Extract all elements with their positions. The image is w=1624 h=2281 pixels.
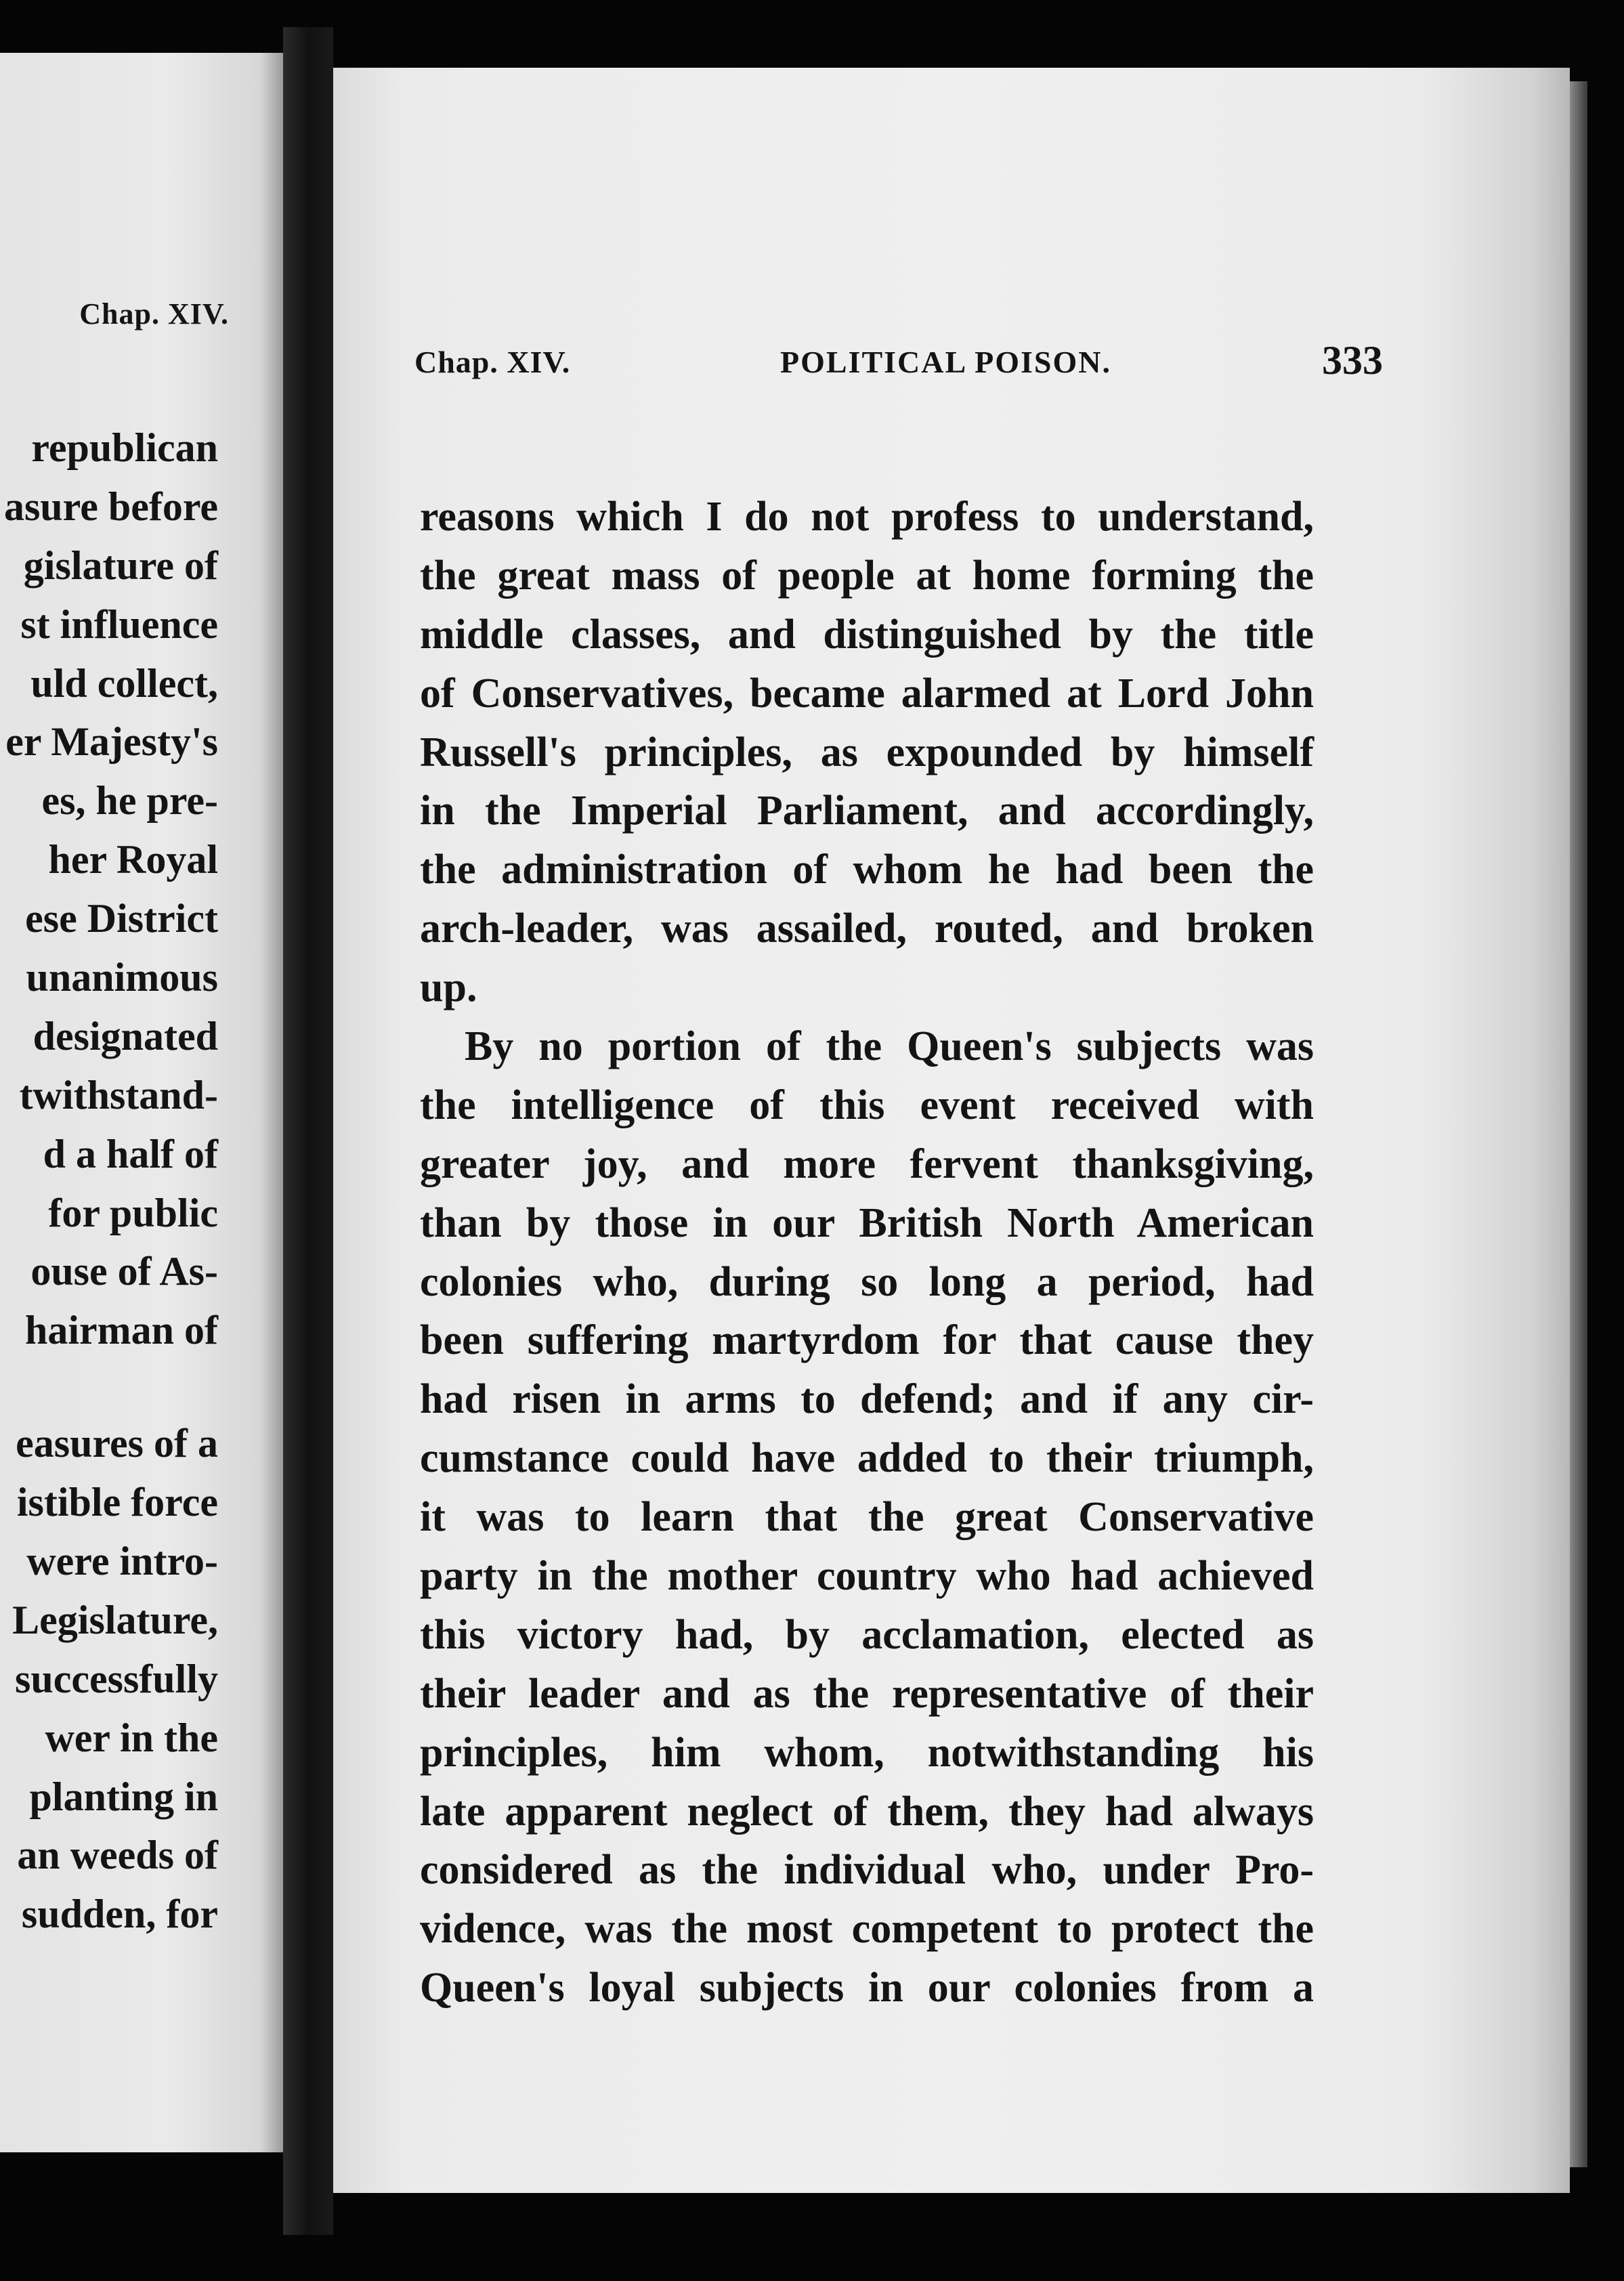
body-text [420, 488, 1314, 2018]
text-line: considered as the individual who, under Pro- [420, 1847, 1314, 1894]
text-line: principles, him whom, notwithstanding his [420, 1729, 1314, 1776]
page-edge [1570, 81, 1587, 2167]
text-line: been suffering martyrdom for that cause they [420, 1317, 1314, 1364]
text-line: for public [48, 1190, 218, 1235]
text-line: easures of a [16, 1421, 218, 1466]
text-line: up. [420, 964, 477, 1011]
text-line: cumstance could have added to their triumph, [420, 1435, 1314, 1482]
text-line: the administration of whom he had been the [420, 847, 1314, 893]
text-line: the intelligence of this event received with [420, 1082, 1314, 1128]
text-line: this victory had, by acclamation, elected as [420, 1611, 1314, 1658]
text-line: the great mass of people at home forming the [420, 552, 1314, 599]
left-text-block [4, 419, 218, 1944]
text-line: were intro- [26, 1539, 218, 1584]
text-line: twithstand- [19, 1072, 218, 1117]
text-line: Russell's principles, as expounded by himself [420, 729, 1314, 775]
text-line: uld collect, [30, 660, 218, 706]
text-line: her Royal [48, 837, 218, 882]
text-line: arch-leader, was assailed, routed, and broken [420, 905, 1314, 952]
text-line: of Conservatives, became alarmed at Lord John [420, 670, 1314, 717]
text-line: istible force [16, 1480, 218, 1525]
running-head [414, 337, 1624, 385]
text-line: Queen's loyal subjects in our colonies from a [420, 1965, 1314, 2011]
text-line: ese District [25, 896, 218, 941]
left-page [0, 53, 283, 2152]
text-line: it was to learn that the great Conservative [420, 1494, 1314, 1541]
running-title: POLITICAL POISON. [780, 345, 1111, 379]
text-line: vidence, was the most competent to protect the [420, 1906, 1314, 1953]
page-number: 333 [1322, 338, 1383, 383]
text-line: unanimous [26, 955, 218, 1000]
text-line: their leader and as the representative of their [420, 1670, 1314, 1717]
text-line: successfully [15, 1656, 218, 1701]
text-line: asure before [3, 484, 218, 529]
text-line: er Majesty's [5, 719, 218, 765]
text-line: middle classes, and distinguished by the title [420, 611, 1314, 658]
text-line: an weeds of [17, 1833, 218, 1878]
text-line: planting in [29, 1774, 218, 1819]
text-line: in the Imperial Parliament, and accordingly, [420, 788, 1314, 834]
text-line: wer in the [45, 1715, 218, 1760]
text-line: ouse of As- [30, 1249, 218, 1294]
text-line: republican [31, 425, 218, 470]
text-line: party in the mother country who had achieved [420, 1553, 1314, 1600]
text-line: By no portion of the Queen's subjects was [465, 1023, 1314, 1070]
text-line: sudden, for [21, 1892, 218, 1937]
text-line: designated [33, 1013, 218, 1059]
text-line: had risen in arms to defend; and if any cir- [420, 1376, 1314, 1423]
text-line: than by those in our British North American [420, 1199, 1314, 1246]
text-line: hairman of [25, 1308, 218, 1353]
text-line: reasons which I do not profess to understand, [420, 494, 1314, 540]
text-line: d a half of [43, 1131, 218, 1176]
text-line: gislature of [23, 542, 218, 588]
right-page [333, 68, 1570, 2193]
chapter-label: Chap. XIV. [414, 345, 571, 379]
left-running-head: Chap. XIV. [79, 297, 229, 331]
text-line: st influence [20, 601, 218, 647]
text-line: es, he pre- [41, 778, 218, 824]
text-line: greater joy, and more fervent thanksgiving, [420, 1140, 1314, 1187]
text-line: Legislature, [12, 1597, 218, 1642]
text-line: late apparent neglect of them, they had always [420, 1788, 1314, 1835]
book-gutter [283, 27, 333, 2235]
text-line: colonies who, during so long a period, had [420, 1258, 1314, 1305]
